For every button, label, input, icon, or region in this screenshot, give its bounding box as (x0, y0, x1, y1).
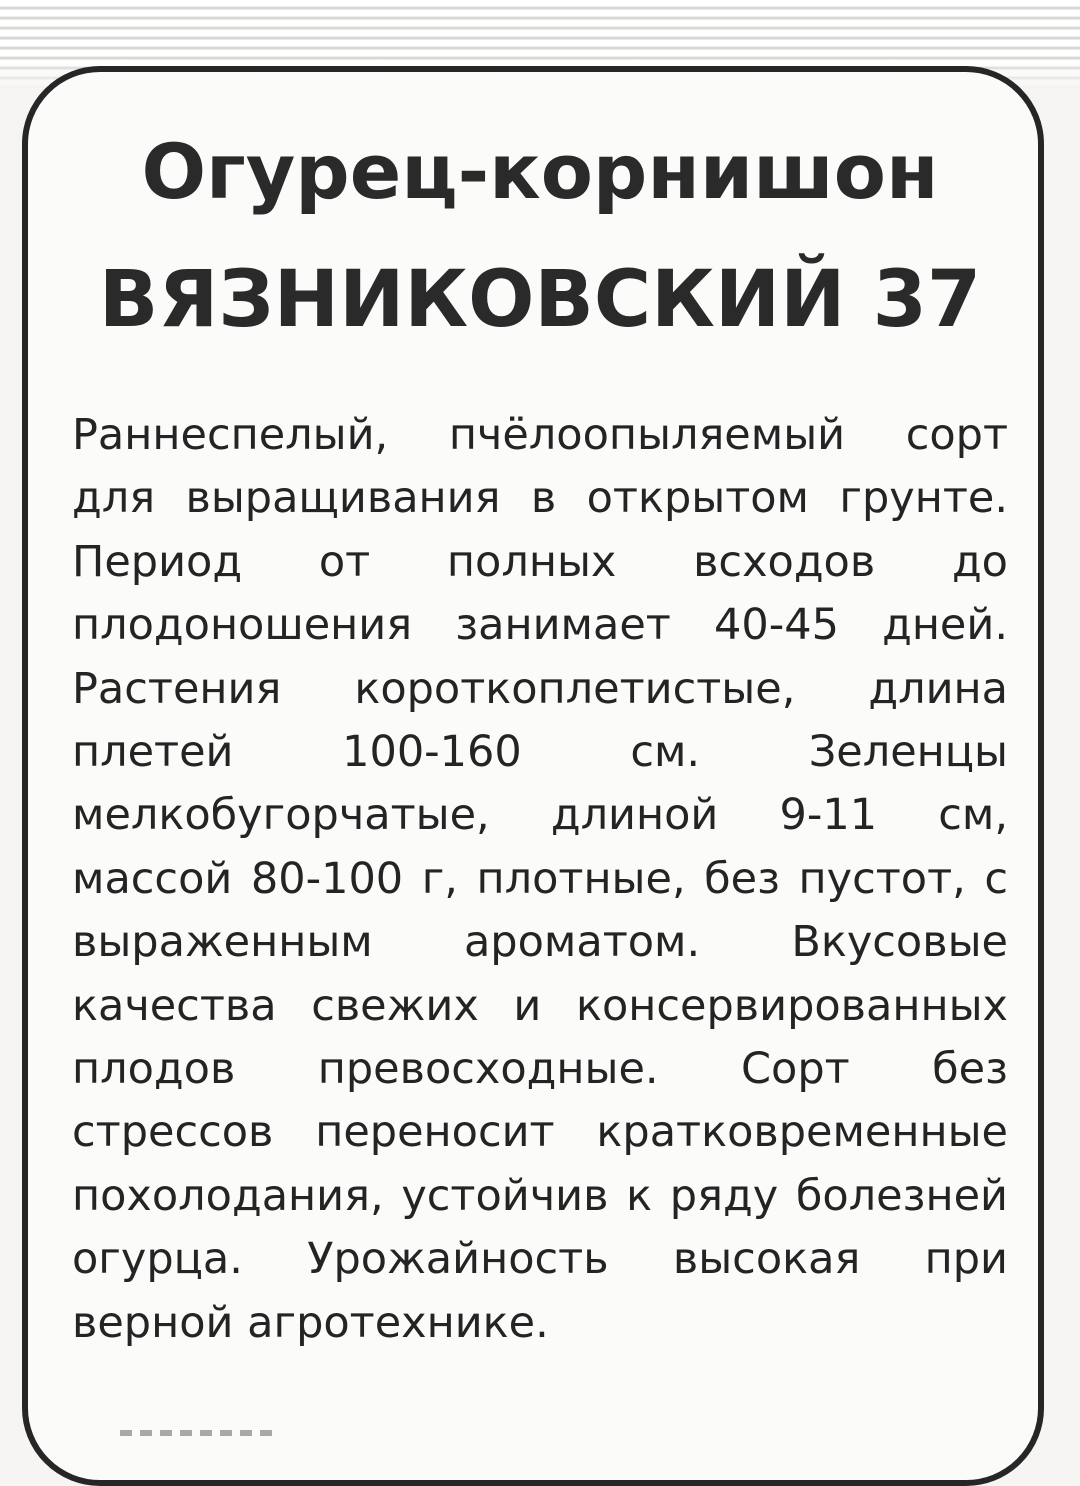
variety-name-title: ВЯЗНИКОВСКИЙ 37 (98, 255, 982, 345)
product-type-title: Огурец-корнишон (141, 127, 939, 216)
bottom-print-fragment (120, 1430, 280, 1436)
variety-description: Раннеспелый, пчёлоопыляемый сорт для выращивания в открытом грунте. Период от полных всходов до плодоношения занимает 40-45 дней. Растения короткоплетистые, длина плетей 100-160 см. Зеленцы мелкобугорчатые, длиной 9-11 см, массой 80-100 г, плотные, без пустот, с выраженным ароматом. Вкусовые качества свежих и консервированных плодов превосходные. Сорт без стрессов переносит кратковременные похолодания, устойчив к ряду болезней огурца. Урожайность высокая при верной агротехнике. (72, 410, 1008, 1348)
